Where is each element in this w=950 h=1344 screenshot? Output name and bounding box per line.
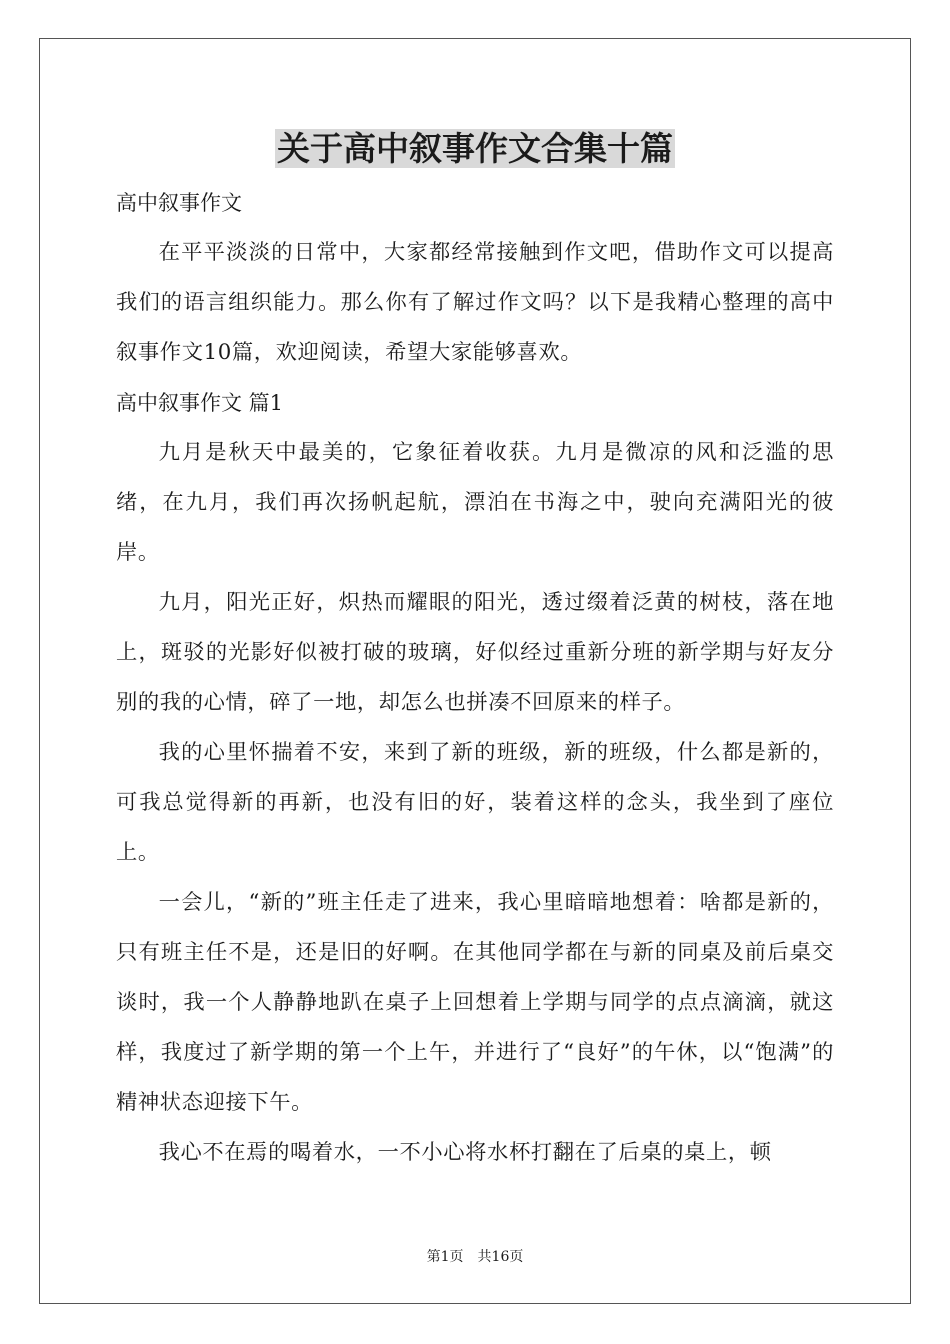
section-heading: 高中叙事作文 篇1	[116, 391, 284, 415]
document-body	[116, 178, 834, 1178]
page-number: 第1页	[426, 1249, 464, 1265]
document-title	[0, 126, 950, 172]
body-paragraph-5: 我心不在焉的喝着水，一不小心将水杯打翻在了后桌的桌上，顿	[158, 1140, 772, 1165]
document-subtitle: 高中叙事作文	[116, 191, 242, 215]
body-paragraph-1: 九月是秋天中最美的，它象征着收获。九月是微凉的风和泛滥的思绪，在九月，我们再次扬帆起航，漂泊在书海之中，驶向充满阳光的彼岸。	[116, 440, 834, 565]
intro-paragraph: 在平平淡淡的日常中，大家都经常接触到作文吧，借助作文可以提高我们的语言组织能力。那么你有了解过作文吗？以下是我精心整理的高中叙事作文10篇，欢迎阅读，希望大家能够喜欢。	[116, 240, 834, 365]
page-footer	[0, 1248, 950, 1266]
page-total: 共16页	[477, 1249, 524, 1265]
body-paragraph-3: 我的心里怀揣着不安，来到了新的班级，新的班级，什么都是新的，可我总觉得新的再新，也没有旧的好，装着这样的念头，我坐到了座位上。	[116, 740, 834, 865]
body-paragraph-2: 九月，阳光正好，炽热而耀眼的阳光，透过缀着泛黄的树枝，落在地上，斑驳的光影好似被打破的玻璃，好似经过重新分班的新学期与好友分别的我的心情，碎了一地，却怎么也拼凑不回原来的样子。	[116, 590, 834, 715]
document-title-text: 关于高中叙事作文合集十篇	[277, 129, 673, 168]
body-paragraph-4: 一会儿，“新的”班主任走了进来，我心里暗暗地想着：啥都是新的，只有班主任不是，还是旧的好啊。在其他同学都在与新的同桌及前后桌交谈时，我一个人静静地趴在桌子上回想着上学期与同学的点点滴滴，就这样，我度过了新学期的第一个上午，并进行了“良好”的午休，以“饱满”的精神状态迎接下午。	[116, 890, 834, 1115]
